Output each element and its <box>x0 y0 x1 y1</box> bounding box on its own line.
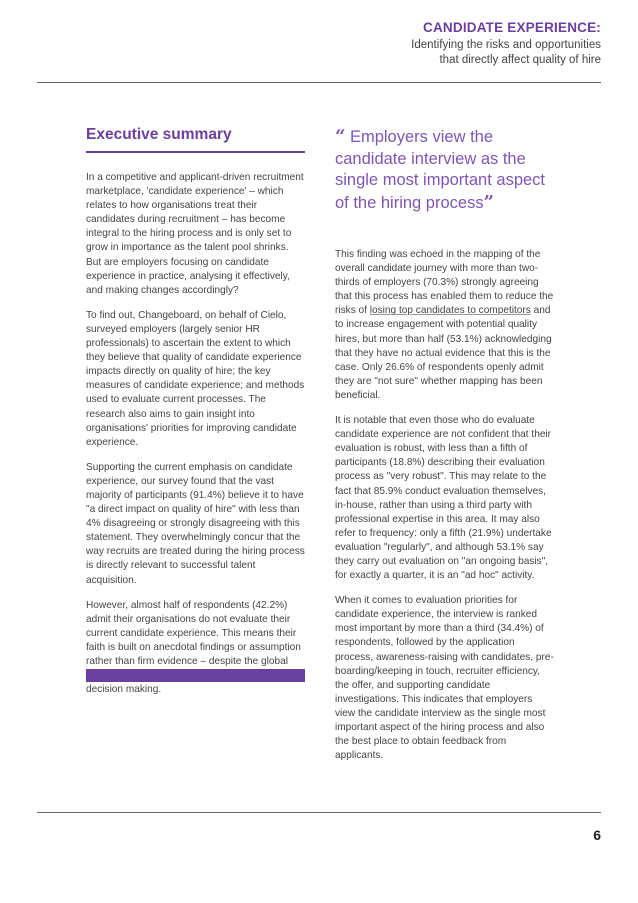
report-title: CANDIDATE EXPERIENCE: <box>423 20 601 35</box>
findings-paragraphs <box>335 248 555 763</box>
open-quote-mark: “ <box>335 126 346 147</box>
close-quote-mark: ” <box>483 191 494 213</box>
report-subtitle <box>411 38 601 68</box>
underlined-phrase: losing top candidates to competitors <box>369 305 531 317</box>
report-subtitle-line-1: Identifying the risks and opportunities <box>411 39 601 51</box>
findings-column <box>335 126 555 774</box>
footer-divider <box>37 812 601 813</box>
page-number: 6 <box>593 827 601 843</box>
pull-quote-text: Employers view the candidate interview as the single most important aspect of the hiring process <box>335 128 546 212</box>
summary-paragraphs <box>86 171 305 697</box>
summary-paragraph: Supporting the current emphasis on candidate experience, our survey found that the vast majority of participants (91.4%) believe it to have "a direct impact on quality of hire" with less than 4% disagreeing or strongly disagreeing with this statement. They overwhelmingly concur that the way recruits are treated during the hiring process is directly relevant to successful talent acquisition. <box>86 461 305 586</box>
findings-text: This finding was echoed in the mapping of the overall candidate journey with more than two-thirds of employers (70.3%) strongly agreeing that this process has enabled them to reduce the risks of <box>335 249 554 317</box>
header-divider <box>37 82 601 83</box>
section-title: Executive summary <box>86 126 305 153</box>
page-header <box>411 20 601 68</box>
findings-text: and to increase engagement with potential quality hires, but more than half (53.1%) acknowledging that they have no actual evidence that this is the case. Only 26.6% of respondents openly admit they are "not sure" whether mapping has been beneficial. <box>335 305 552 401</box>
summary-paragraph: In a competitive and applicant-driven recruitment marketplace, 'candidate experience' – which relates to how organisations treat their candidates during recruitment – has become integral to the hiring process and is only set to grow in importance as the talent pool shrinks. But are employers focusing on candidate experience in practice, analysing it effectively, and making changes accordingly? <box>86 172 304 296</box>
accent-bar <box>86 669 305 682</box>
findings-paragraph <box>335 248 555 403</box>
executive-summary-column <box>86 126 305 708</box>
findings-paragraph: It is notable that even those who do evaluate candidate experience are not confident that their evaluation is robust, with less than a fifth of participants (18.8%) describing their evaluation process as "very robust". This may relate to the fact that 85.9% conduct evaluation themselves, in-house, rather than using a third party with professional expertise in this area. It may also refer to frequency: only a fifth (21.9%) undertake evaluation "regularly", and although 53.1% say they carry out evaluation on "an ongoing basis", for exactly a quarter, it is an "ad hoc" activity. <box>335 415 552 582</box>
report-subtitle-line-2: that directly affect quality of hire <box>439 54 601 66</box>
summary-paragraph: To find out, Changeboard, on behalf of Cielo, surveyed employers (largely senior HR professionals) to ascertain the extent to which they believe that quality of candidate experience impacts directly on quality of hire; the key measures of candidate experience; and methods used to evaluate current processes. The research also aims to gain insight into organisations' priorities for improving candidate experience. <box>86 309 305 448</box>
findings-paragraph: When it comes to evaluation priorities for candidate experience, the interview is ranked most important by more than a third (34.4%) of respondents, followed by the application process, awareness-raising with candidates, pre-boarding/keeping in touch, recruiter efficiency, the offer, and supporting candidate investigations. This indicates that employers view the candidate interview as the single most important aspect of the hiring process and also the best place to obtain feedback from applicants. <box>335 595 554 762</box>
summary-paragraph: However, almost half of respondents (42.2%) admit their organisations do not evaluate their current candidate experience. This means their faith is built on anecdotal findings or assumption rather than firm evidence – despite the global decision making. <box>86 599 301 696</box>
pull-quote <box>335 126 555 214</box>
